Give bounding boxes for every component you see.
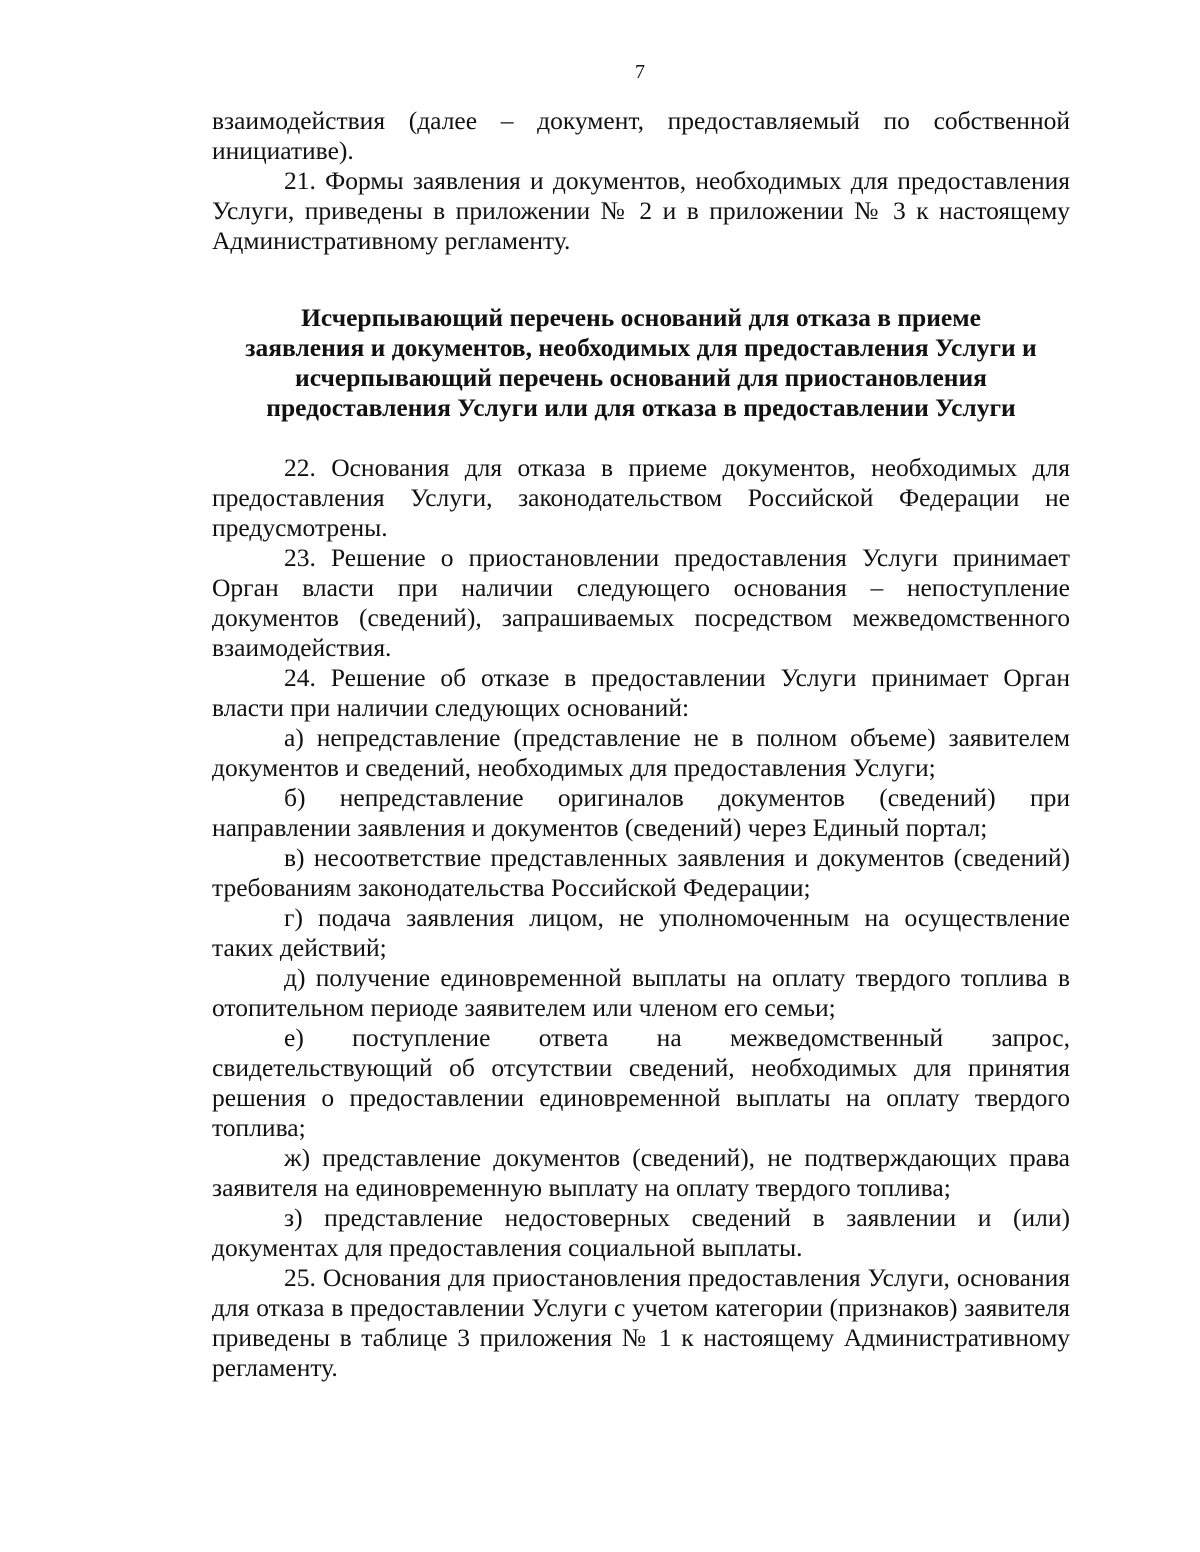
list-item-g: г) подача заявления лицом, не уполномоченным на осуществление таких действий; xyxy=(212,903,1070,962)
list-item-zh: ж) представление документов (сведений), не подтверждающих права заявителя на единовременную выплату на оплату твердого топлива; xyxy=(212,1143,1070,1202)
paragraph-21: 21. Формы заявления и документов, необходимых для предоставления Услуги, приведены в приложении № 2 и в приложении № 3 к настоящему Административному регламенту. xyxy=(212,166,1070,255)
list-item-b: б) непредставление оригиналов документов (сведений) при направлении заявления и документов (сведений) через Единый портал; xyxy=(212,783,1070,842)
paragraph-22: 22. Основания для отказа в приеме документов, необходимых для предоставления Услуги, законодательством Российской Федерации не предусмотрены. xyxy=(212,453,1070,542)
heading-line: заявления и документов, необходимых для предоставления Услуги и xyxy=(245,333,1037,362)
list-item-z: з) представление недостоверных сведений в заявлении и (или) документах для предоставления социальной выплаты. xyxy=(212,1203,1070,1262)
paragraph-23: 23. Решение о приостановлении предоставления Услуги принимает Орган власти при наличии следующего основания – непоступление документов (сведений), запрашиваемых посредством межведомственного взаимодействия. xyxy=(212,543,1070,662)
list-item-d: д) получение единовременной выплаты на оплату твердого топлива в отопительном периоде заявителем или членом его семьи; xyxy=(212,963,1070,1022)
list-item-a: а) непредставление (представление не в полном объеме) заявителем документов и сведений, необходимых для предоставления Услуги; xyxy=(212,723,1070,782)
paragraph-continuation: взаимодействия (далее – документ, предоставляемый по собственной инициативе). xyxy=(212,106,1070,165)
heading-line: Исчерпывающий перечень оснований для отказа в приеме xyxy=(301,303,981,332)
document-body xyxy=(212,106,1070,1383)
page-number: 7 xyxy=(635,61,645,83)
heading-line: предоставления Услуги или для отказа в предоставлении Услуги xyxy=(266,393,1016,422)
list-item-v: в) несоответствие представленных заявления и документов (сведений) требованиям законодательства Российской Федерации; xyxy=(212,843,1070,902)
section-heading xyxy=(212,303,1070,423)
paragraph-25: 25. Основания для приостановления предоставления Услуги, основания для отказа в предоставлении Услуги с учетом категории (признаков) заявителя приведены в таблице 3 приложения № 1 к настоящему Административному регламенту. xyxy=(212,1263,1070,1382)
list-item-e: е) поступление ответа на межведомственный запрос, свидетельствующий об отсутствии сведений, необходимых для принятия решения о предоставлении единовременной выплаты на оплату твердого топлива; xyxy=(212,1023,1070,1142)
heading-line: исчерпывающий перечень оснований для приостановления xyxy=(295,363,987,392)
paragraph-24: 24. Решение об отказе в предоставлении Услуги принимает Орган власти при наличии следующих оснований: xyxy=(212,663,1070,722)
